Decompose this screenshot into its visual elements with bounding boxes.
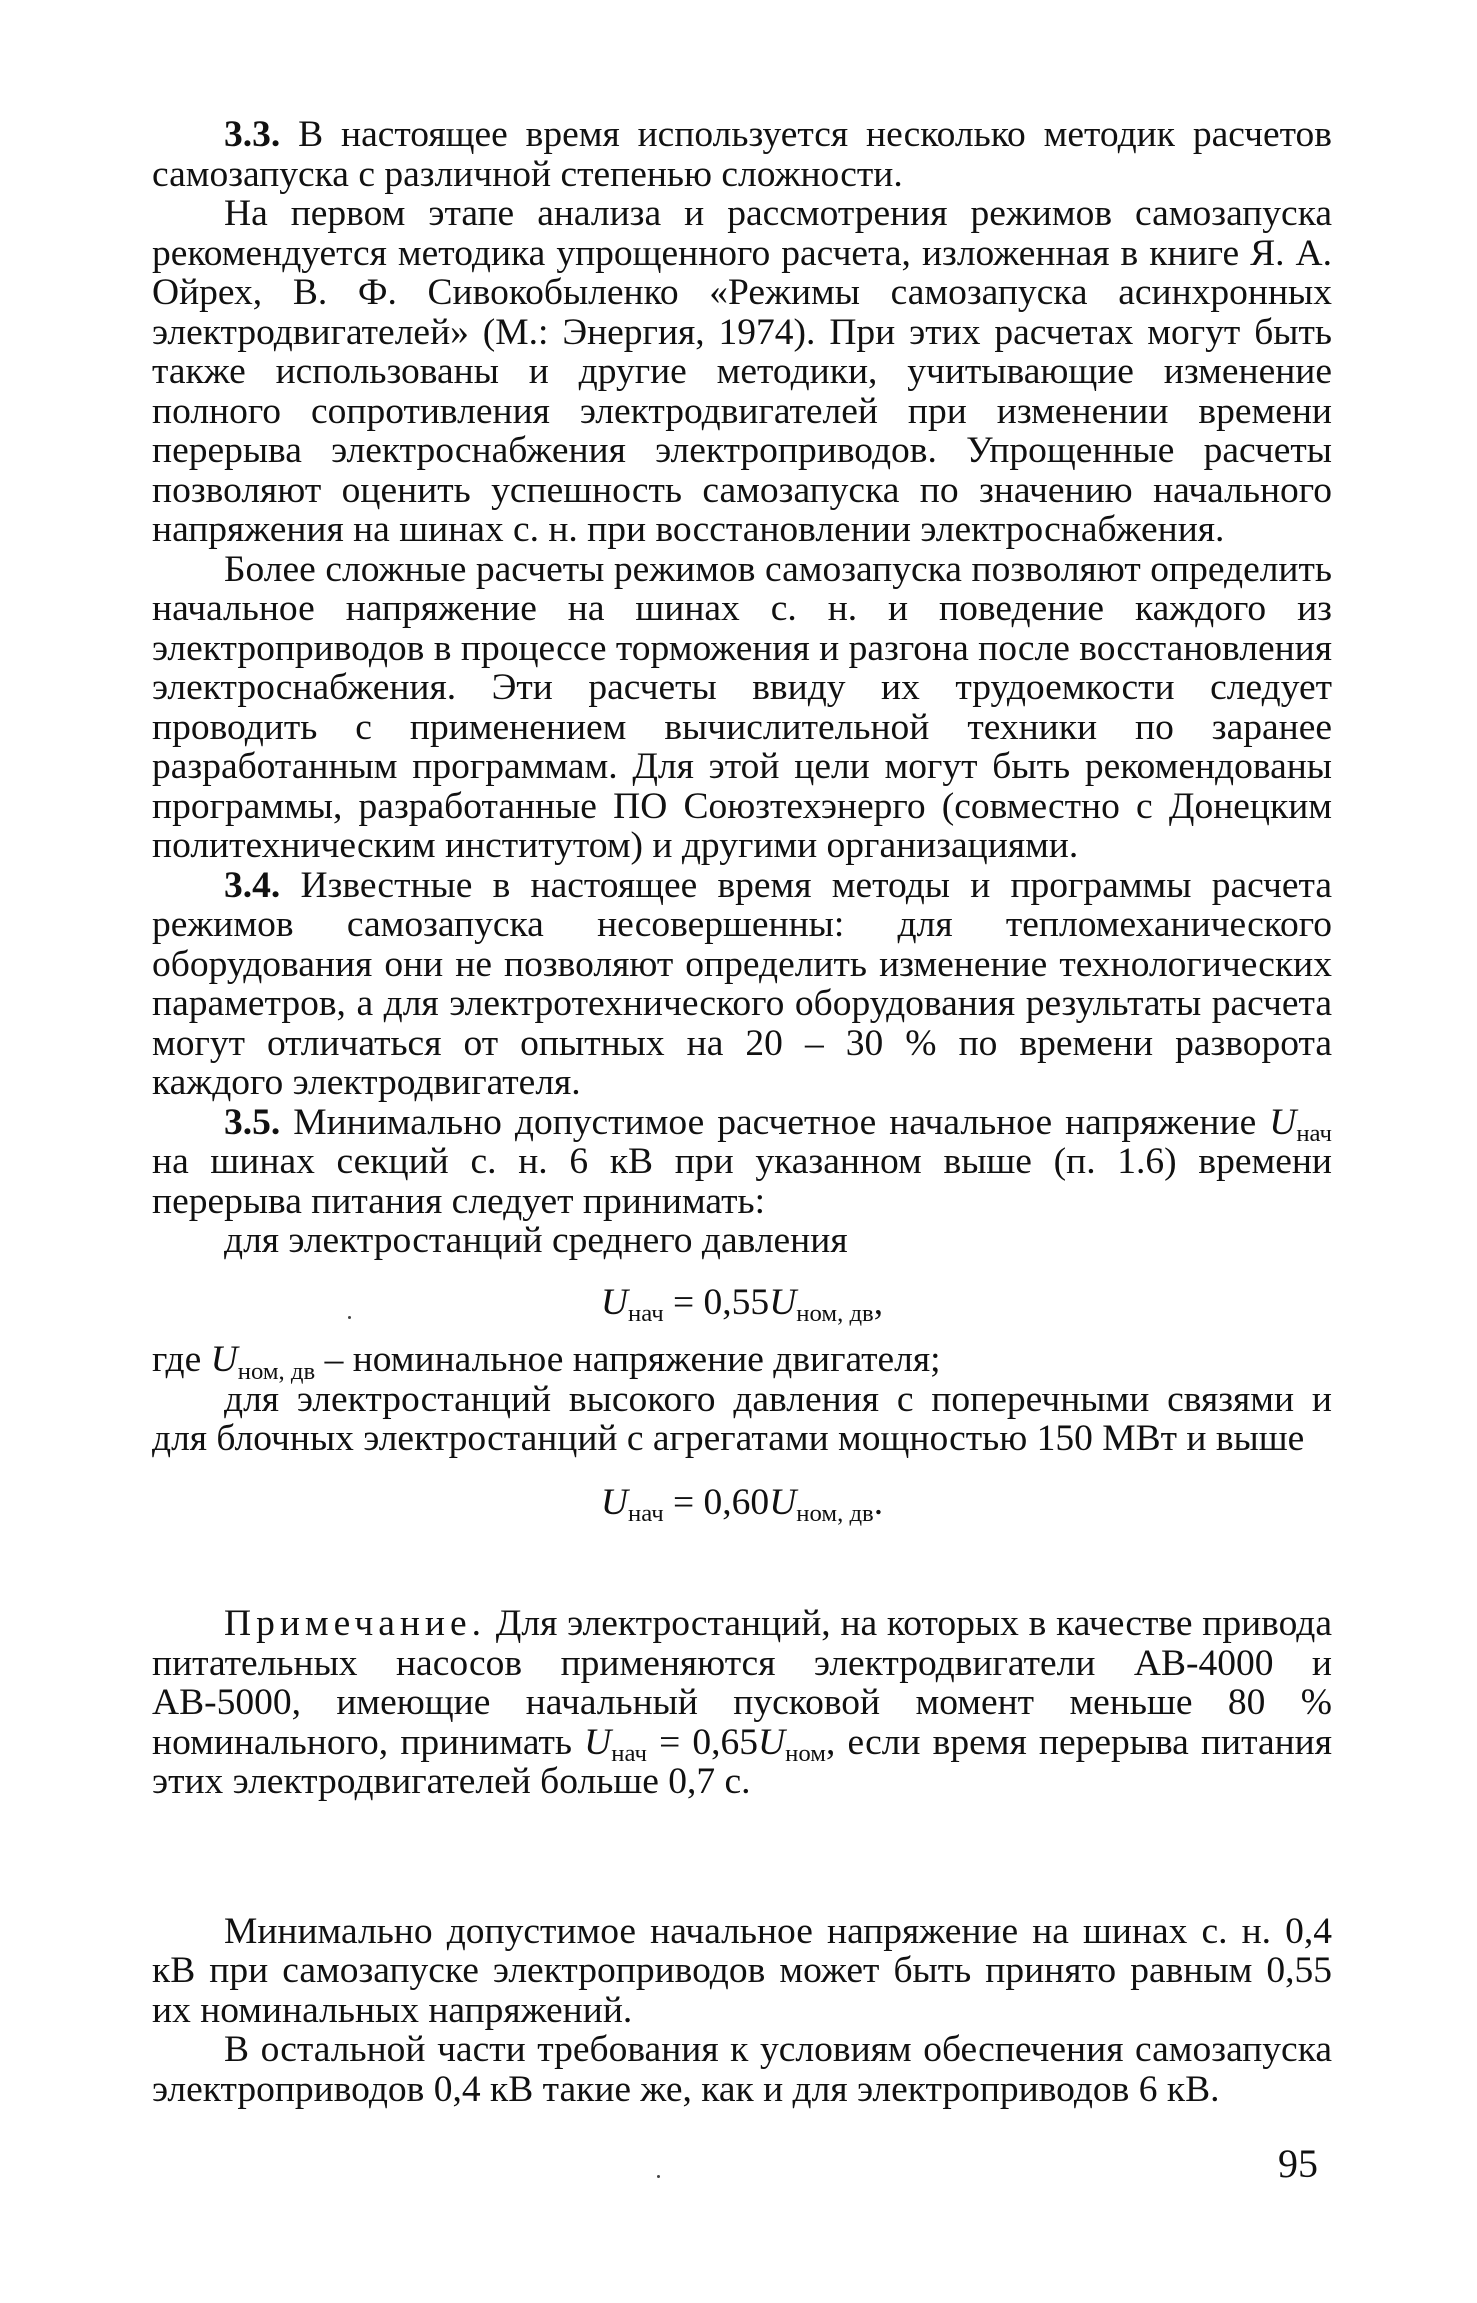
paragraph-text: Известные в настоящее время методы и программы расчета режимов самозапуска несовершенны: для тепломеханического оборудования они не позволяют определить изменение технологических параметров, а для электротехнического оборудования результаты расчета могут отличаться от опытных на 20 – 30 % по времени разворота каждого электродвигателя. — [152, 864, 1332, 1103]
paragraph-04kv-voltage: Минимально допустимое начальное напряжение на шинах с. н. 0,4 кВ при самозапуске электроприводов может быть принято равным 0,55 их номинальных напряжений. — [152, 1910, 1332, 2031]
formula-punctuation: , — [873, 1281, 884, 1323]
paragraph-04kv-requirements: В остальной части требования к условиям обеспечения самозапуска электроприводов 0,4 кВ такие же, как и для электроприводов 6 кВ. — [152, 2029, 1332, 2110]
paragraph-simple-method: На первом этапе анализа и рассмотрения режимов самозапуска рекомендуется методика упрощенного расчета, изложенная в книге Я. А. Ойрех, В. Ф. Сивокобыленко «Режимы самозапуска асинхронных электродвигателей» (М.: Энергия, 1974). При этих расчетах могут быть также использованы и другие методики, учитывающие изменение полного сопротивления электродвигателей при изменении времени перерыва электроснабжения электроприводов. Упрощенные расчеты позволяют оценить успешность самозапуска по значению начального напряжения на шинах с. н. при восстановлении электроснабжения. — [152, 193, 1332, 550]
paragraph-high-pressure: для электростанций высокого давления с поперечными связями и для блочных электростанций с агрегатами мощностью 150 МВт и выше — [152, 1378, 1332, 1459]
formula-coefficient: = 0,60 — [663, 1481, 770, 1523]
voltage-subscript: нач — [1296, 1120, 1332, 1148]
formula-rhs: U — [769, 1281, 797, 1323]
section-number: 3.4. — [224, 864, 281, 906]
formula-lhs: U — [600, 1281, 628, 1323]
formula-rhs-subscript: ном, дв — [796, 1500, 874, 1528]
note-text: , если время перерыва питания этих электродвигателей больше 0,7 с. — [152, 1721, 1332, 1802]
paragraph-text: где — [152, 1339, 211, 1380]
paragraph-text: на шинах секций с. н. 6 кВ при указанном выше (п. 1.6) времени перерыва питания следует принимать: — [152, 1141, 1332, 1222]
page-number: 95 — [1278, 2141, 1318, 2186]
paragraph-medium-pressure: для электростанций среднего давления — [224, 1220, 848, 1261]
formula-medium-pressure — [152, 1281, 1332, 1328]
paragraph-3-3 — [152, 115, 1332, 194]
paragraph-3-4 — [152, 866, 1332, 1103]
note-coefficient: = 0,65 — [646, 1721, 759, 1763]
voltage-subscript: нач — [611, 1740, 647, 1768]
note-text: Для электростанций, на которых в качестве привода питательных насосов применяются электродвигатели АВ-4000 и АВ-5000, имеющие начальный пусковой момент меньше 80 % номинального, принимать — [152, 1603, 1332, 1763]
scan-speck — [657, 2175, 660, 2178]
formula-high-pressure — [152, 1481, 1332, 1528]
paragraph-text: Минимально допустимое расчетное начальное напряжение — [280, 1101, 1270, 1143]
formula-lhs: U — [600, 1481, 628, 1523]
voltage-symbol: U — [758, 1721, 786, 1763]
formula-coefficient: = 0,55 — [663, 1281, 770, 1323]
paragraph-3-5 — [152, 1103, 1332, 1222]
paragraph-where — [152, 1339, 1332, 1385]
voltage-symbol: U — [210, 1339, 238, 1380]
formula-lhs-subscript: нач — [627, 1500, 664, 1528]
formula-lhs-subscript: нач — [627, 1300, 664, 1328]
paragraph-text: В настоящее время используется несколько методик расчетов самозапуска с различной степенью сложности. — [152, 114, 1332, 195]
formula-rhs: U — [769, 1481, 797, 1523]
paragraph-text: – номинальное напряжение двигателя; — [315, 1339, 941, 1380]
page-body — [152, 115, 1332, 2109]
voltage-subscript: ном, дв — [237, 1357, 316, 1385]
paragraph-complex-method: Более сложные расчеты режимов самозапуска позволяют определить начальное напряжение на шинах с. н. и поведение каждого из электроприводов в процессе торможения и разгона после восстановления электроснабжения. Эти расчеты ввиду их трудоемкости следует проводить с применением вычислительной техники по заранее разработанным программам. Для этой цели могут быть рекомендованы программы, разработанные ПО Союзтехэнерго (совместно с Донецким политехническим институтом) и другими организациями. — [152, 548, 1332, 866]
scan-speck — [348, 1316, 351, 1319]
formula-rhs-subscript: ном, дв — [796, 1300, 874, 1328]
voltage-subscript: ном — [785, 1740, 826, 1768]
section-number: 3.3. — [224, 114, 281, 155]
note-label: Примечание. — [224, 1603, 487, 1644]
section-number: 3.5. — [224, 1101, 281, 1143]
voltage-symbol: U — [584, 1721, 612, 1763]
formula-punctuation: . — [873, 1481, 884, 1523]
note-paragraph — [152, 1604, 1332, 1802]
voltage-symbol: U — [1269, 1101, 1297, 1143]
